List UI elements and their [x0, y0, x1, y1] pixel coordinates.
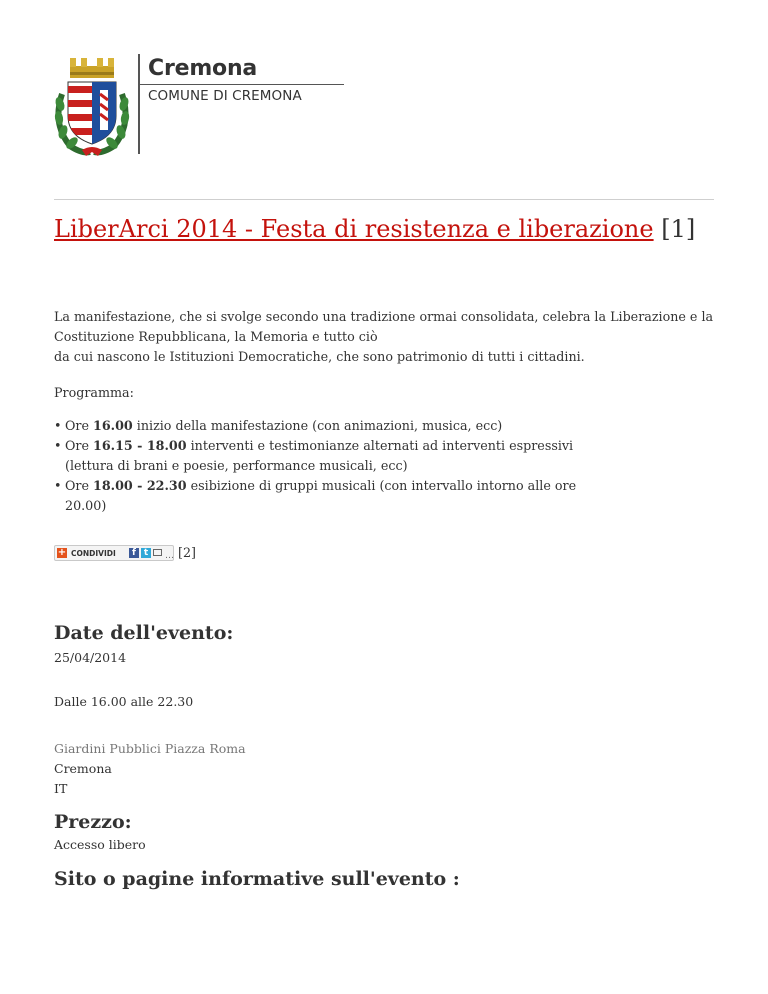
intro-line-1: La manifestazione, che si svolge secondo una tradizione ormai consolidata, celebra la Liberazione e la Costituzione Repubblicana, la Memoria e tutto ciò [54, 309, 714, 344]
info-sites-heading: Sito o pagine informative sull'evento : [54, 868, 460, 890]
title-reference: [1] [661, 215, 696, 243]
plus-icon: + [57, 546, 67, 558]
program-label: Programma: [54, 385, 134, 400]
share-button[interactable] [54, 545, 174, 561]
twitter-icon: t [141, 548, 151, 558]
program-time: 16.15 - 18.00 [93, 438, 187, 453]
price-heading: Prezzo: [54, 811, 132, 833]
more-icon: … [165, 550, 174, 561]
coat-of-arms-icon [52, 54, 132, 158]
intro-paragraph [54, 307, 714, 367]
facebook-icon: f [129, 548, 139, 558]
list-item: • Ore 16.00 inizio della manifestazione (con animazioni, musica, ecc) [54, 416, 614, 436]
mail-icon [153, 549, 162, 556]
header-divider [54, 199, 714, 200]
page-title [54, 212, 714, 246]
brand-title: Cremona [148, 56, 258, 81]
event-location [54, 739, 246, 799]
share-row [54, 543, 196, 562]
share-reference: [2] [178, 544, 196, 560]
program-list [54, 416, 614, 516]
site-header [52, 54, 352, 158]
location-city: Cremona [54, 761, 112, 776]
article-title-link[interactable]: LiberArci 2014 - Festa di resistenza e liberazione [54, 215, 654, 243]
list-item: • Ore 18.00 - 22.30 esibizione di gruppi musicali (con intervallo intorno alle ore 20.00) [54, 476, 614, 516]
program-time: 16.00 [93, 418, 133, 433]
intro-line-2: da cui nascono le Istituzioni Democratiche, che sono patrimonio di tutti i cittadini. [54, 349, 585, 364]
list-item: • Ore 16.15 - 18.00 interventi e testimonianze alternati ad interventi espressivi (lettura di brani e poesie, performance musicali, ecc) [54, 436, 614, 476]
location-country: IT [54, 781, 68, 796]
program-time: 18.00 - 22.30 [93, 478, 187, 493]
header-vertical-rule [138, 54, 140, 154]
price-value: Accesso libero [54, 837, 146, 852]
brand-subtitle: COMUNE DI CREMONA [148, 88, 302, 104]
share-label: CONDIVIDI [71, 548, 116, 558]
event-dates-heading: Date dell'evento: [54, 622, 234, 644]
event-date: 25/04/2014 [54, 650, 127, 665]
event-time: Dalle 16.00 alle 22.30 [54, 694, 194, 709]
header-horizontal-rule [140, 84, 344, 85]
location-place: Giardini Pubblici Piazza Roma [54, 741, 246, 756]
